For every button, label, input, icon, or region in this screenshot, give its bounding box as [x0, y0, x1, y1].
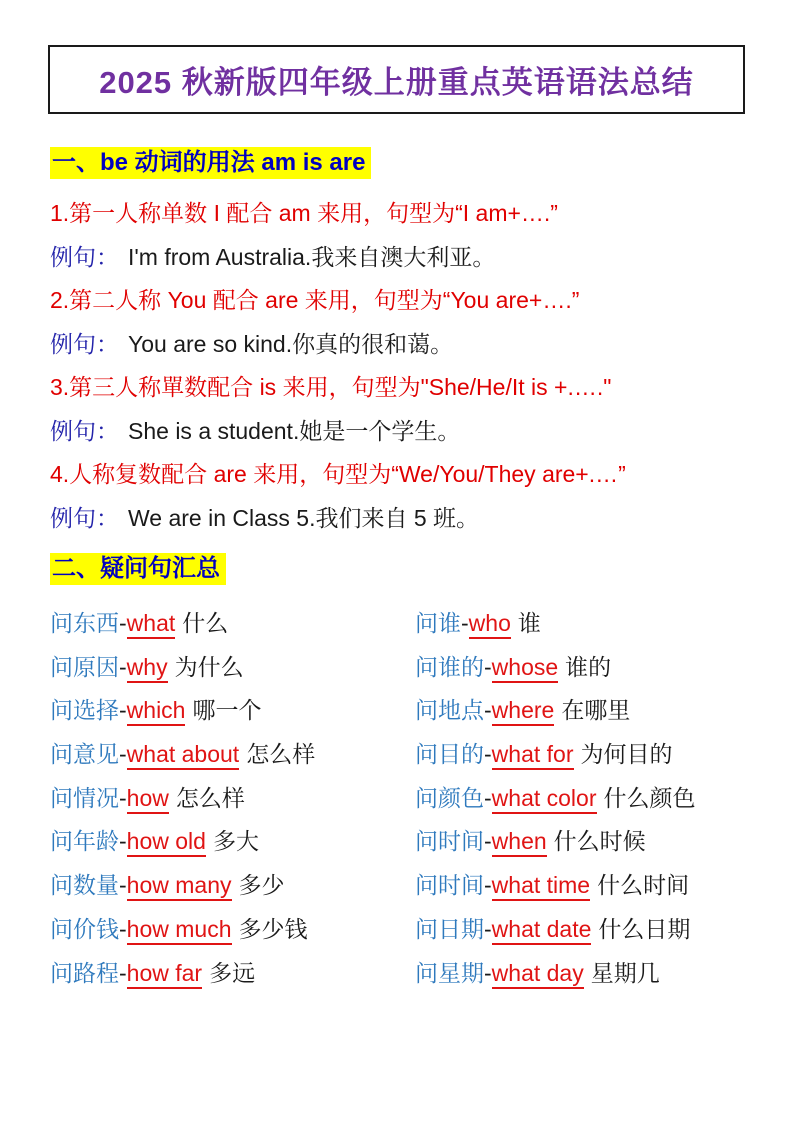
question-meaning: 怎么样 — [246, 741, 316, 768]
question-word: how much — [127, 916, 232, 945]
question-meaning: 多大 — [212, 828, 259, 855]
dash-separator: - — [484, 828, 492, 855]
question-item-what-for — [415, 733, 750, 777]
question-item-how-far — [50, 952, 415, 996]
example-label: 例句： — [50, 417, 119, 444]
question-item-whose — [415, 646, 750, 690]
question-words-grid — [50, 602, 750, 995]
question-item-how-many — [50, 864, 415, 908]
question-word: what time — [492, 872, 590, 901]
dash-separator: - — [119, 959, 127, 986]
section-heading-questions: 二、疑问句汇总 — [50, 553, 226, 585]
question-word: what for — [492, 741, 574, 770]
question-label: 问时间 — [415, 872, 484, 899]
question-label: 问谁的 — [415, 653, 484, 680]
question-word: which — [127, 697, 186, 726]
question-meaning: 什么 — [182, 610, 229, 636]
question-label: 问选择 — [50, 697, 119, 724]
section-be-verbs — [50, 147, 750, 540]
title-box — [48, 45, 745, 114]
question-meaning: 为什么 — [174, 653, 244, 680]
question-item-what-about — [50, 733, 415, 777]
example-label: 例句： — [50, 243, 119, 270]
question-item-how-much — [50, 908, 415, 952]
question-word: how many — [127, 872, 232, 901]
question-label: 问路程 — [50, 959, 119, 986]
question-word: how old — [127, 828, 206, 857]
example-line-3 — [50, 410, 750, 454]
question-word: what color — [492, 785, 597, 814]
dash-separator: - — [119, 653, 127, 680]
question-meaning: 星期几 — [590, 959, 660, 986]
question-label: 问目的 — [415, 741, 484, 768]
question-label: 问东西 — [50, 610, 119, 636]
question-item-why — [50, 646, 415, 690]
question-label: 问意见 — [50, 741, 119, 768]
question-label: 问谁 — [415, 610, 461, 636]
dash-separator: - — [461, 610, 469, 636]
question-label: 问年龄 — [50, 828, 119, 855]
question-meaning: 多少 — [238, 872, 285, 899]
question-item-where — [415, 689, 750, 733]
dash-separator: - — [119, 784, 127, 811]
question-word: what day — [492, 960, 584, 989]
question-meaning: 多远 — [209, 959, 256, 986]
question-label: 问时间 — [415, 828, 484, 855]
question-meaning: 怎么样 — [175, 784, 245, 811]
question-word: what date — [492, 916, 592, 945]
example-label: 例句： — [50, 330, 119, 357]
dash-separator: - — [484, 872, 492, 899]
question-item-what — [50, 602, 415, 646]
question-label: 问情况 — [50, 784, 119, 811]
dash-separator: - — [119, 697, 127, 724]
example-text: She is a student.她是一个学生。 — [128, 417, 461, 444]
dash-separator: - — [119, 915, 127, 942]
question-label: 问原因 — [50, 653, 119, 680]
question-meaning: 在哪里 — [561, 697, 631, 724]
question-item-what-day — [415, 952, 750, 996]
dash-separator: - — [484, 653, 492, 680]
section-questions — [50, 553, 750, 995]
question-meaning: 什么日期 — [598, 915, 691, 942]
question-label: 问日期 — [415, 915, 484, 942]
question-meaning: 多少钱 — [238, 915, 308, 942]
example-text: You are so kind.你真的很和蔼。 — [128, 330, 454, 357]
question-item-what-time — [415, 864, 750, 908]
example-line-2 — [50, 323, 750, 367]
question-label: 问数量 — [50, 872, 119, 899]
question-label: 问颜色 — [415, 784, 484, 811]
grammar-rule-4: 4.人称复数配合 are 来用，句型为“We/You/They are+.…” — [50, 461, 626, 487]
grammar-rule-3: 3.第三人称單数配合 is 来用，句型为"She/He/It is +.…." — [50, 374, 612, 400]
be-verb-rules — [50, 192, 750, 540]
question-meaning: 哪一个 — [192, 697, 262, 724]
question-item-which — [50, 689, 415, 733]
question-word: how — [127, 785, 169, 814]
question-meaning: 为何目的 — [580, 741, 673, 768]
question-item-how — [50, 777, 415, 821]
question-word: what about — [127, 741, 240, 770]
example-text: We are in Class 5.我们来自 5 班。 — [128, 504, 480, 531]
question-label: 问地点 — [415, 697, 484, 724]
grammar-rule-2: 2.第二人称 You 配合 are 来用，句型为“You are+….” — [50, 287, 580, 313]
question-meaning: 什么时候 — [553, 828, 646, 855]
question-item-when — [415, 820, 750, 864]
dash-separator: - — [484, 741, 492, 768]
question-word: how far — [127, 960, 202, 989]
example-line-1 — [50, 236, 750, 280]
question-item-what-date — [415, 908, 750, 952]
question-word: when — [492, 828, 547, 857]
question-word: whose — [492, 654, 558, 683]
question-meaning: 什么时间 — [597, 872, 690, 899]
dash-separator: - — [484, 697, 492, 724]
question-meaning: 谁 — [517, 610, 541, 636]
example-label: 例句： — [50, 504, 119, 531]
question-item-who — [415, 602, 750, 646]
question-word: what — [127, 610, 176, 639]
section-heading-be-verbs: 一、be 动词的用法 am is are — [50, 147, 371, 179]
grammar-rule-1: 1.第一人称单数 I 配合 am 来用，句型为“I am+….” — [50, 200, 558, 226]
dash-separator: - — [484, 915, 492, 942]
page-title: 2025 秋新版四年级上册重点英语语法总结 — [99, 65, 694, 100]
question-item-how-old — [50, 820, 415, 864]
question-label: 问价钱 — [50, 915, 119, 942]
question-word: why — [127, 654, 168, 683]
question-meaning: 谁的 — [565, 653, 612, 680]
question-word: who — [469, 610, 511, 639]
example-line-4 — [50, 497, 750, 541]
dash-separator: - — [119, 872, 127, 899]
question-label: 问星期 — [415, 959, 484, 986]
example-text: I'm from Australia.我来自澳大利亚。 — [128, 243, 496, 270]
question-word: where — [492, 697, 555, 726]
dash-separator: - — [119, 610, 127, 636]
question-meaning: 什么颜色 — [603, 784, 696, 811]
dash-separator: - — [119, 828, 127, 855]
question-item-what-color — [415, 777, 750, 821]
dash-separator: - — [119, 741, 127, 768]
dash-separator: - — [484, 784, 492, 811]
dash-separator: - — [484, 959, 492, 986]
